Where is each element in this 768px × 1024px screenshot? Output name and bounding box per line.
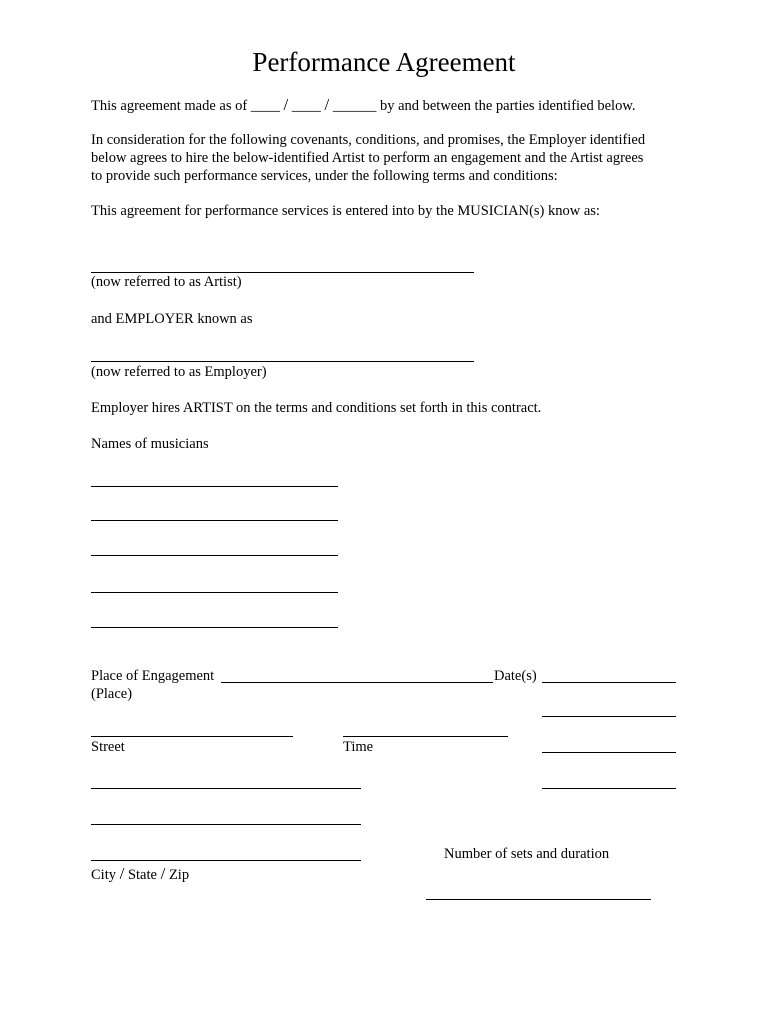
musician-name-field-5[interactable] (91, 627, 338, 628)
document-title: Performance Agreement (252, 47, 516, 77)
time-field[interactable] (343, 736, 508, 737)
city-state-zip-label (91, 865, 189, 884)
artist-caption: (now referred to as Artist) (91, 274, 242, 290)
musician-name-field-2[interactable] (91, 520, 338, 521)
consideration-line-2: below agrees to hire the below-identified Artist to perform an engagement and the Artist agrees (91, 150, 644, 166)
names-of-musicians-label: Names of musicians (91, 436, 209, 452)
date-field-4[interactable] (542, 788, 676, 789)
sets-duration-label: Number of sets and duration (444, 846, 610, 862)
zip-label: Zip (165, 867, 190, 883)
hire-statement: Employer hires ARTIST on the terms and conditions set forth in this contract. (91, 400, 542, 416)
musician-statement: This agreement for performance services is entered into by the MUSICIAN(s) know as: (91, 203, 600, 219)
agreement-date-mid: ____ (288, 98, 325, 114)
employer-caption: (now referred to as Employer) (91, 364, 267, 380)
street-field[interactable] (91, 736, 293, 737)
place-of-engagement-label: Place of Engagement (91, 668, 215, 684)
date-field-1[interactable] (542, 682, 676, 683)
city-label: City (91, 867, 120, 883)
date-separator-1: / (283, 95, 289, 114)
place-of-engagement-field[interactable] (221, 682, 493, 683)
sets-duration-field[interactable] (426, 899, 651, 900)
employer-known-label: and EMPLOYER known as (91, 311, 253, 327)
consideration-line-1: In consideration for the following covenants, conditions, and promises, the Employer identified (91, 132, 646, 148)
agreement-date-tail: ______ by and between the parties identified below. (329, 98, 636, 114)
state-zip-separator: / (160, 864, 166, 883)
consideration-line-3: to provide such performance services, under the following terms and conditions: (91, 168, 558, 184)
address-field-1[interactable] (91, 788, 361, 789)
musician-name-field-1[interactable] (91, 486, 338, 487)
artist-name-field[interactable] (91, 272, 474, 273)
state-label: State (124, 867, 161, 883)
city-state-separator: / (119, 864, 125, 883)
date-field-2[interactable] (542, 716, 676, 717)
street-label: Street (91, 739, 125, 755)
date-field-3[interactable] (542, 752, 676, 753)
musician-name-field-4[interactable] (91, 592, 338, 593)
place-caption: (Place) (91, 686, 133, 702)
musician-name-field-3[interactable] (91, 555, 338, 556)
city-state-zip-field[interactable] (91, 860, 361, 861)
dates-label: Date(s) (494, 668, 537, 684)
time-label: Time (343, 739, 374, 755)
agreement-date-line (91, 96, 635, 115)
address-field-2[interactable] (91, 824, 361, 825)
employer-name-field[interactable] (91, 361, 474, 362)
date-separator-2: / (324, 95, 330, 114)
agreement-date-prefix: This agreement made as of ____ (91, 98, 284, 114)
